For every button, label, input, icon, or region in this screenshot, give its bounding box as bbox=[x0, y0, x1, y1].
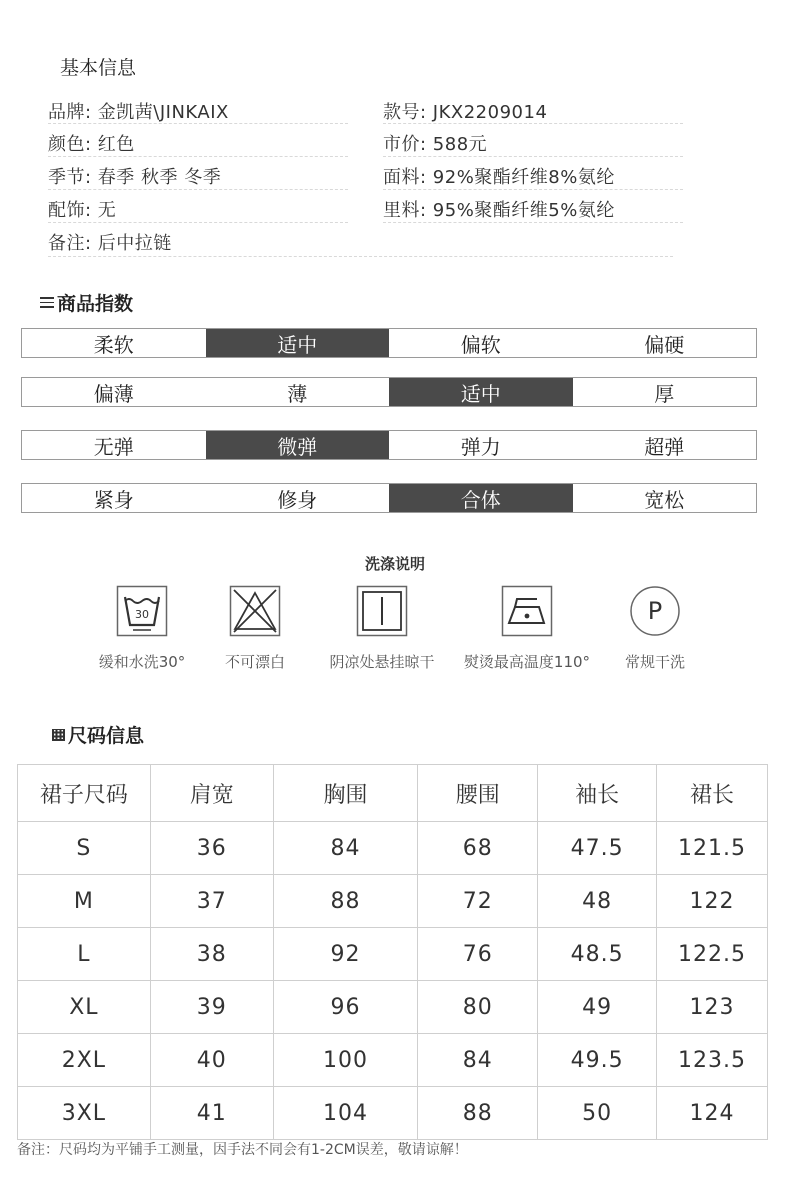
table-cell: 123.5 bbox=[657, 1034, 768, 1087]
table-cell: 121.5 bbox=[657, 822, 768, 875]
wash-label: 常规干洗 bbox=[624, 653, 685, 671]
table-cell: L bbox=[18, 928, 151, 981]
table-cell: 88 bbox=[418, 1087, 538, 1140]
index-bar-softness bbox=[21, 328, 757, 358]
info-style-no: 款号: JKX2209014 bbox=[383, 102, 548, 123]
index-option-selected: 适中 bbox=[389, 378, 573, 406]
table-cell: 122 bbox=[657, 875, 768, 928]
divider bbox=[383, 123, 683, 124]
table-cell: 88 bbox=[273, 875, 418, 928]
dry-clean-letter: P bbox=[647, 597, 663, 625]
table-cell: 39 bbox=[150, 981, 273, 1034]
info-remark: 备注: 后中拉链 bbox=[48, 233, 172, 254]
wash-temp-label: 30 bbox=[135, 608, 149, 621]
wash-label: 缓和水洗30° bbox=[98, 653, 186, 671]
table-cell: 100 bbox=[273, 1034, 418, 1087]
table-icon bbox=[52, 729, 65, 741]
divider bbox=[383, 222, 683, 223]
table-row bbox=[18, 1034, 768, 1087]
table-cell: M bbox=[18, 875, 151, 928]
table-cell: 41 bbox=[150, 1087, 273, 1140]
table-cell: 124 bbox=[657, 1087, 768, 1140]
table-cell: 47.5 bbox=[538, 822, 657, 875]
table-header: 裙长 bbox=[657, 765, 768, 822]
index-bar-thickness bbox=[21, 377, 757, 407]
table-cell: 68 bbox=[418, 822, 538, 875]
index-option-selected: 合体 bbox=[389, 484, 573, 512]
table-cell: 2XL bbox=[18, 1034, 151, 1087]
wash-item bbox=[457, 585, 597, 672]
table-header: 腰围 bbox=[418, 765, 538, 822]
index-option: 弹力 bbox=[460, 434, 501, 459]
table-header: 袖长 bbox=[538, 765, 657, 822]
divider bbox=[48, 123, 348, 124]
line-dry-shade-icon bbox=[356, 585, 408, 637]
iron-110-icon bbox=[501, 585, 553, 637]
washtub-30-icon bbox=[116, 585, 168, 637]
divider bbox=[48, 256, 673, 257]
table-cell: 92 bbox=[273, 928, 418, 981]
table-cell: S bbox=[18, 822, 151, 875]
divider bbox=[48, 189, 348, 190]
wash-label: 阴凉处悬挂晾干 bbox=[329, 653, 435, 671]
index-option: 修身 bbox=[277, 487, 318, 512]
size-note: 备注：尺码均为平铺手工测量，因手法不同会有1-2CM误差，敬请谅解！ bbox=[17, 1142, 468, 1158]
size-info-heading bbox=[52, 721, 144, 748]
index-option: 超弹 bbox=[644, 434, 685, 459]
table-cell: 37 bbox=[150, 875, 273, 928]
divider bbox=[48, 222, 348, 223]
table-header: 肩宽 bbox=[150, 765, 273, 822]
wash-item bbox=[585, 585, 725, 672]
info-season: 季节: 春季 秋季 冬季 bbox=[48, 167, 222, 188]
info-color: 颜色: 红色 bbox=[48, 134, 135, 155]
index-option: 偏软 bbox=[460, 332, 501, 357]
table-cell: 80 bbox=[418, 981, 538, 1034]
table-row bbox=[18, 875, 768, 928]
index-option-selected: 适中 bbox=[206, 329, 390, 357]
table-cell: 104 bbox=[273, 1087, 418, 1140]
table-header: 胸围 bbox=[273, 765, 418, 822]
wash-label: 不可漂白 bbox=[224, 653, 285, 671]
table-cell: 38 bbox=[150, 928, 273, 981]
table-cell: 84 bbox=[418, 1034, 538, 1087]
table-cell: 49.5 bbox=[538, 1034, 657, 1087]
index-bar-fit bbox=[21, 483, 757, 513]
table-cell: 36 bbox=[150, 822, 273, 875]
size-info-title: 尺码信息 bbox=[68, 725, 145, 747]
divider bbox=[383, 189, 683, 190]
table-header: 裙子尺码 bbox=[18, 765, 151, 822]
index-option: 柔软 bbox=[93, 332, 134, 357]
info-brand: 品牌: 金凯茜\JINKAIX bbox=[48, 102, 229, 123]
table-cell: 76 bbox=[418, 928, 538, 981]
table-row bbox=[18, 981, 768, 1034]
table-cell: 84 bbox=[273, 822, 418, 875]
divider bbox=[383, 156, 683, 157]
wash-label: 熨烫最高温度110° bbox=[463, 653, 591, 671]
table-row bbox=[18, 822, 768, 875]
index-option: 紧身 bbox=[93, 487, 134, 512]
table-cell: 123 bbox=[657, 981, 768, 1034]
no-bleach-icon bbox=[229, 585, 281, 637]
info-market-price: 市价: 588元 bbox=[383, 134, 488, 155]
table-cell: 72 bbox=[418, 875, 538, 928]
index-option: 偏硬 bbox=[644, 332, 685, 357]
table-cell: 49 bbox=[538, 981, 657, 1034]
index-option: 偏薄 bbox=[93, 381, 134, 406]
index-option: 薄 bbox=[287, 381, 308, 406]
product-index-title: 商品指数 bbox=[57, 293, 134, 315]
table-header-row bbox=[18, 765, 768, 822]
size-table bbox=[17, 764, 768, 1140]
table-row bbox=[18, 928, 768, 981]
divider bbox=[48, 156, 348, 157]
table-cell: 48 bbox=[538, 875, 657, 928]
index-option-selected: 微弹 bbox=[206, 431, 390, 459]
index-option: 厚 bbox=[654, 381, 675, 406]
table-cell: 122.5 bbox=[657, 928, 768, 981]
dry-clean-p-icon bbox=[629, 585, 681, 637]
info-accessory: 配饰: 无 bbox=[48, 200, 117, 221]
product-index-heading bbox=[40, 289, 133, 316]
table-cell: 40 bbox=[150, 1034, 273, 1087]
table-cell: 50 bbox=[538, 1087, 657, 1140]
wash-item bbox=[185, 585, 325, 672]
list-icon bbox=[40, 297, 54, 308]
basic-info-title: 基本信息 bbox=[60, 57, 137, 79]
info-lining: 里料: 95%聚酯纤维5%氨纶 bbox=[383, 200, 615, 221]
wash-item bbox=[312, 585, 452, 672]
table-row bbox=[18, 1087, 768, 1140]
index-option: 宽松 bbox=[644, 487, 685, 512]
index-bar-elasticity bbox=[21, 430, 757, 460]
table-cell: 48.5 bbox=[538, 928, 657, 981]
table-cell: 3XL bbox=[18, 1087, 151, 1140]
index-option: 无弹 bbox=[93, 434, 134, 459]
table-cell: XL bbox=[18, 981, 151, 1034]
info-fabric: 面料: 92%聚酯纤维8%氨纶 bbox=[383, 167, 615, 188]
table-cell: 96 bbox=[273, 981, 418, 1034]
washing-title: 洗涤说明 bbox=[364, 555, 425, 573]
